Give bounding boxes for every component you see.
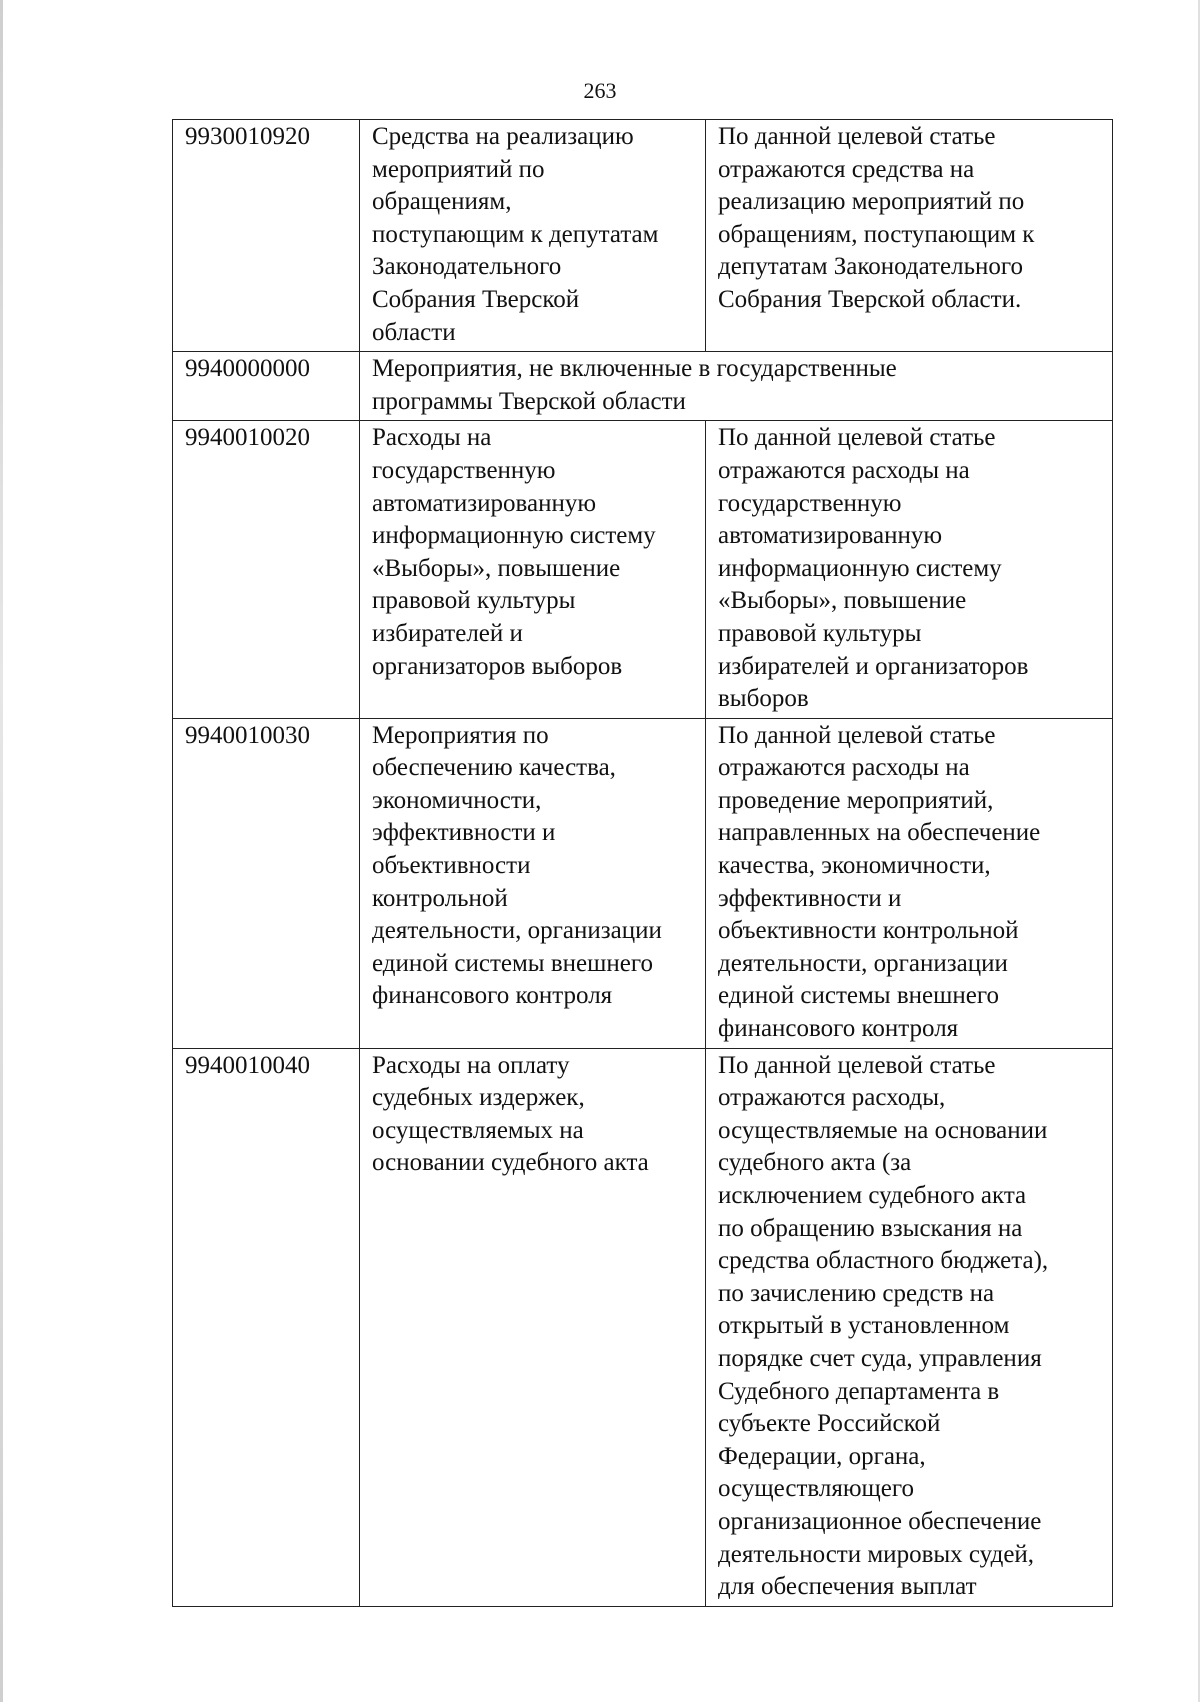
article-name-cell [360, 1048, 706, 1606]
description-line: депутатам Законодательного [718, 253, 1024, 281]
name-line: основании судебного акта [372, 1149, 649, 1177]
description-line: отражаются расходы на [718, 456, 970, 484]
name-line: «Выборы», повышение [372, 554, 621, 582]
article-code-cell: 9940010020 [173, 421, 360, 718]
description-line: деятельности мировых судей, [718, 1540, 1035, 1568]
name-line: эффективности и [372, 819, 556, 847]
article-code-cell: 9940010040 [173, 1048, 360, 1606]
description-line: единой системы внешнего [718, 982, 999, 1010]
name-line: Расходы на оплату [372, 1051, 570, 1079]
description-line: направленных на обеспечение [718, 819, 1041, 847]
description-line: отражаются расходы на [718, 754, 970, 782]
description-line: государственную [718, 489, 902, 517]
description-line: реализацию мероприятий по [718, 188, 1025, 216]
article-description-cell [706, 1048, 1113, 1606]
name-line: Расходы на [372, 424, 492, 452]
description-line: объективности контрольной [718, 917, 1019, 945]
article-description-cell [706, 421, 1113, 718]
name-line: осуществляемых на [372, 1116, 584, 1144]
name-line: деятельности, организации [372, 917, 662, 945]
article-name-cell [360, 421, 706, 718]
article-code-cell: 9940010030 [173, 718, 360, 1048]
description-line: По данной целевой статье [718, 1051, 996, 1079]
name-line: Собрания Тверской [372, 285, 580, 313]
description-line: отражаются средства на [718, 155, 975, 183]
name-line: Мероприятия по [372, 721, 549, 749]
name-line: экономичности, [372, 786, 542, 814]
description-line: «Выборы», повышение [718, 587, 967, 615]
name-line: государственную [372, 456, 556, 484]
description-line: судебного акта (за [718, 1149, 912, 1177]
article-name-cell [360, 718, 706, 1048]
description-line: информационную систему [718, 554, 1002, 582]
description-line: Собрания Тверской области. [718, 285, 1022, 313]
table-row [173, 120, 1113, 352]
article-group-name-cell [360, 352, 1113, 421]
scan-left-edge [0, 0, 3, 1702]
name-line: Средства на реализацию [372, 123, 634, 150]
name-line: Мероприятия, не включенные в государственные [372, 355, 897, 383]
description-line: По данной целевой статье [718, 721, 996, 749]
description-line: правовой культуры [718, 619, 922, 647]
description-line: порядке счет суда, управления [718, 1344, 1042, 1372]
name-line: судебных издержек, [372, 1084, 585, 1112]
description-line: эффективности и [718, 884, 902, 912]
page-number: 263 [583, 78, 617, 103]
description-line: осуществляющего [718, 1475, 914, 1503]
description-line: по обращению взыскания на [718, 1214, 1023, 1242]
name-line: организаторов выборов [372, 652, 623, 680]
article-description-cell [706, 718, 1113, 1048]
description-line: финансового контроля [718, 1015, 959, 1043]
article-description-cell [706, 120, 1113, 352]
name-line: автоматизированную [372, 489, 597, 517]
description-line: открытый в установленном [718, 1312, 1010, 1340]
name-line: единой системы внешнего [372, 949, 653, 977]
name-line: поступающим к депутатам [372, 220, 659, 248]
description-line: исключением судебного акта [718, 1182, 1027, 1209]
name-line: обращениям, [372, 188, 512, 216]
name-line: финансового контроля [372, 982, 613, 1010]
table-row [173, 718, 1113, 1048]
name-line: избирателей и [372, 619, 523, 647]
name-line: правовой культуры [372, 587, 576, 615]
description-line: Судебного департамента в [718, 1377, 1000, 1405]
name-line: обеспечению качества, [372, 754, 616, 782]
article-code-cell: 9930010920 [173, 120, 360, 352]
description-line: избирателей и организаторов [718, 652, 1029, 680]
description-line: обращениям, поступающим к [718, 220, 1035, 248]
description-line: качества, экономичности, [718, 852, 991, 880]
name-line: области [372, 318, 456, 346]
description-line: для обеспечения выплат [718, 1573, 977, 1601]
name-line: информационную систему [372, 522, 656, 550]
description-line: Федерации, органа, [718, 1442, 926, 1470]
table-row [173, 352, 1113, 421]
description-line: автоматизированную [718, 522, 943, 550]
description-line: осуществляемые на основании [718, 1116, 1048, 1144]
description-line: субъекте Российской [718, 1410, 941, 1438]
name-line: Законодательного [372, 253, 562, 281]
description-line: по зачислению средств на [718, 1279, 995, 1307]
name-line: контрольной [372, 884, 508, 912]
table-row [173, 421, 1113, 718]
description-line: организационное обеспечение [718, 1507, 1042, 1535]
description-line: проведение мероприятий, [718, 786, 994, 814]
budget-target-articles-table [172, 119, 1113, 1607]
description-line: выборов [718, 685, 809, 713]
description-line: По данной целевой статье [718, 424, 996, 452]
description-line: отражаются расходы, [718, 1084, 946, 1112]
article-name-cell [360, 120, 706, 352]
name-line: объективности [372, 852, 531, 880]
name-line: программы Тверской области [372, 387, 686, 415]
article-code-cell: 9940000000 [173, 352, 360, 421]
table-row [173, 1048, 1113, 1606]
description-line: деятельности, организации [718, 949, 1008, 977]
description-line: средства областного бюджета), [718, 1247, 1049, 1275]
description-line: По данной целевой статье [718, 123, 996, 150]
name-line: мероприятий по [372, 155, 545, 183]
